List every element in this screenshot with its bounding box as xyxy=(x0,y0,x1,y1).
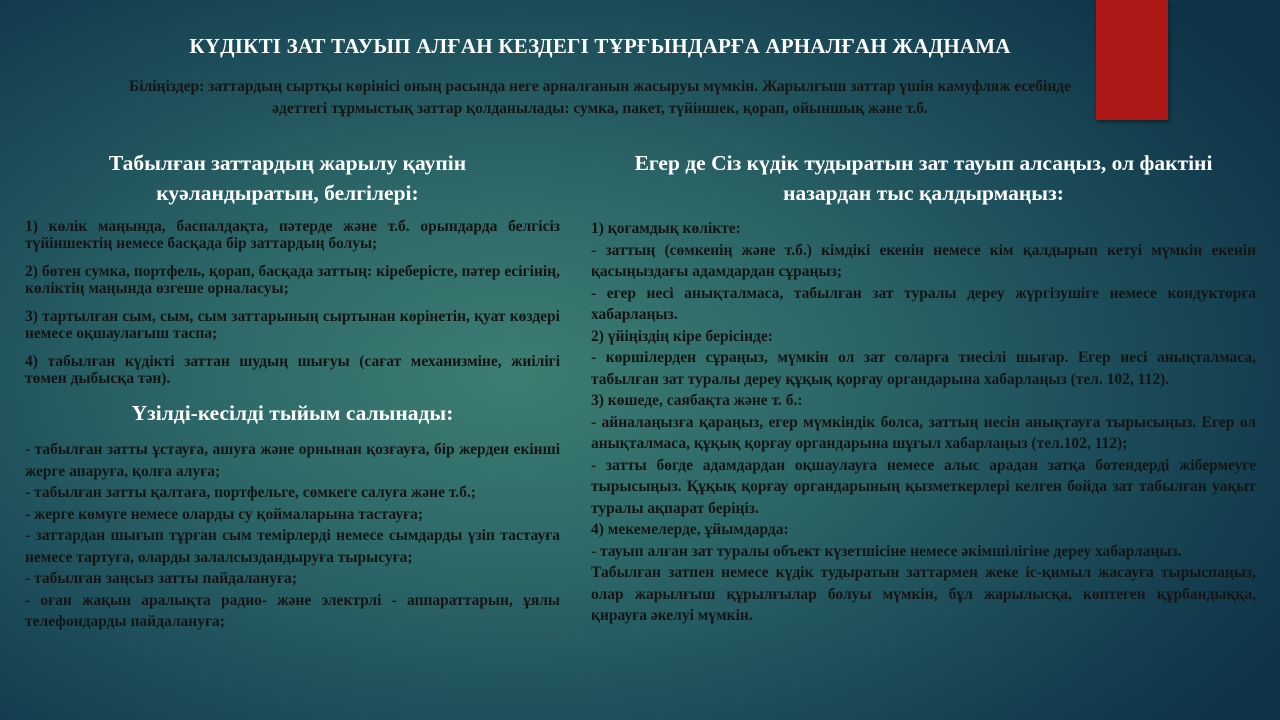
action-item: - тауып алған зат туралы объект күзетшісіне немесе әкімшілігіне дереу хабарлаңыз. xyxy=(591,542,1182,560)
prohibited-item: - табылған заңсыз затты пайдалануға; xyxy=(25,570,297,587)
action-item: - затты бөгде адамдардан оқшаулауға немесе алыс арадан затқа бөтендерді жібермеуге тырысыңыз. Құқық қорғау органдарының қызметкерлері келген бойда зат табылған уақыт туралы ақпарат беріңіз. xyxy=(591,456,1256,517)
left-column xyxy=(25,148,560,633)
danger-signs-heading: Табылған заттардың жарылу қаупін куәландыратын, белгілері: xyxy=(108,151,467,205)
prohibited-item: - оған жақын аралықта радио- және электрлі - аппараттарын, ұялы телефондарды пайдалануға; xyxy=(25,591,560,630)
action-item: - заттың (сөмкенің және т.б.) кімдікі екенін немесе кім қалдырып кетуі мүмкін екенін қасыңыздағы адамдардан сұраңыз; xyxy=(591,241,1256,280)
action-item: 4) мекемелерде, ұйымдарда: xyxy=(591,521,789,538)
prohibited-item: - табылған затты қалтаға, портфельге, сөмкеге салуға және т.б.; xyxy=(25,484,476,501)
danger-sign-item: 4) табылған күдікті заттан шудың шығуы (сағат механизміне, жиілігі төмен дыбысқа тән). xyxy=(25,353,560,387)
danger-sign-item: 1) көлік маңында, баспалдақта, пәтерде және т.б. орындарда белгісіз түйіншектің немесе басқада бір заттардың болуы; xyxy=(25,218,560,252)
action-item: 3) көшеде, саябақта және т. б.: xyxy=(591,392,803,409)
action-item: 1) қоғамдық көлікте: xyxy=(591,220,741,237)
danger-sign-item: 3) тартылған сым, сым, сым заттарының сыртынан көрінетін, қуат көздері немесе оқшаулағыш таспа; xyxy=(25,308,560,342)
slide-title: КҮДІКТІ ЗАТ ТАУЫП АЛҒАН КЕЗДЕГІ ТҰРҒЫНДАРҒА АРНАЛҒАН ЖАДНАМА xyxy=(189,34,1011,58)
intro-text: Біліңіздер: заттардың сыртқы көрінісі оның расында неге арналғанын жасыруы мүмкін. Жарылғыш заттар үшін камуфляж есебінде әдеттегі тұрмыстық заттар қолданылады: сумка, пакет, түйіншек, қорап, ойыншық және т.б. xyxy=(128,78,1072,117)
red-accent-bar xyxy=(1096,0,1168,120)
action-item: 2) үйіңіздің кіре берісінде: xyxy=(591,327,773,345)
action-item: - егер иесі анықталмаса, табылған зат туралы дереу жүргізушіге немесе кондукторға хабарлаңыз. xyxy=(591,284,1256,323)
prohibited-item: - жерге көмуге немесе оларды су қоймаларына тастауға; xyxy=(25,505,424,523)
danger-sign-item: 2) бөтен сумка, портфель, қорап, басқада заттың: кіреберісте, пәтер есігінің, көліктің маңында өзгеше орналасуы; xyxy=(25,263,560,297)
warning-paragraph: Табылған затпен немесе күдік тудыратын заттармен жеке іс-қимыл жасауға тырыспаңыз, олар жарылғыш құрылғылар болуы мүмкін, бұл жарылысқа, көптеген құрбандыққа, қирауға әкелуі мүмкін. xyxy=(591,564,1256,624)
actions-heading: Егер де Сіз күдік тудыратын зат тауып алсаңыз, ол фактіні назардан тыс қалдырмаңыз: xyxy=(634,151,1213,205)
prohibited-heading: Үзілді-кесілді тыйым салынады: xyxy=(131,401,454,425)
action-item: - көршілерден сұраңыз, мүмкін ол зат соларға тиесілі шығар. Егер иесі анықталмаса, табылған зат туралы дереу құқық қорғау органдарына хабарлаңыз (тел. 102, 112). xyxy=(591,349,1256,388)
prohibited-item: - табылған затты ұстауға, ашуға және орнынан қозғауға, бір жерден екінші жерге апаруға, қолға алуға; xyxy=(25,441,560,480)
action-item: - айналаңызға қараңыз, егер мүмкіндік болса, заттың иесін анықтауға тырысыңыз. Егер ол анықталмаса, құқық қорғау органдарына шұғыл хабарлаңыз (тел.102, 112); xyxy=(591,413,1256,452)
right-column xyxy=(591,148,1256,627)
prohibited-item: - заттардан шығып тұрған сым темірлерді немесе сымдарды үзіп тастауға немесе тартуға, оларды залалсыздандыруға тырысуға; xyxy=(25,527,560,566)
